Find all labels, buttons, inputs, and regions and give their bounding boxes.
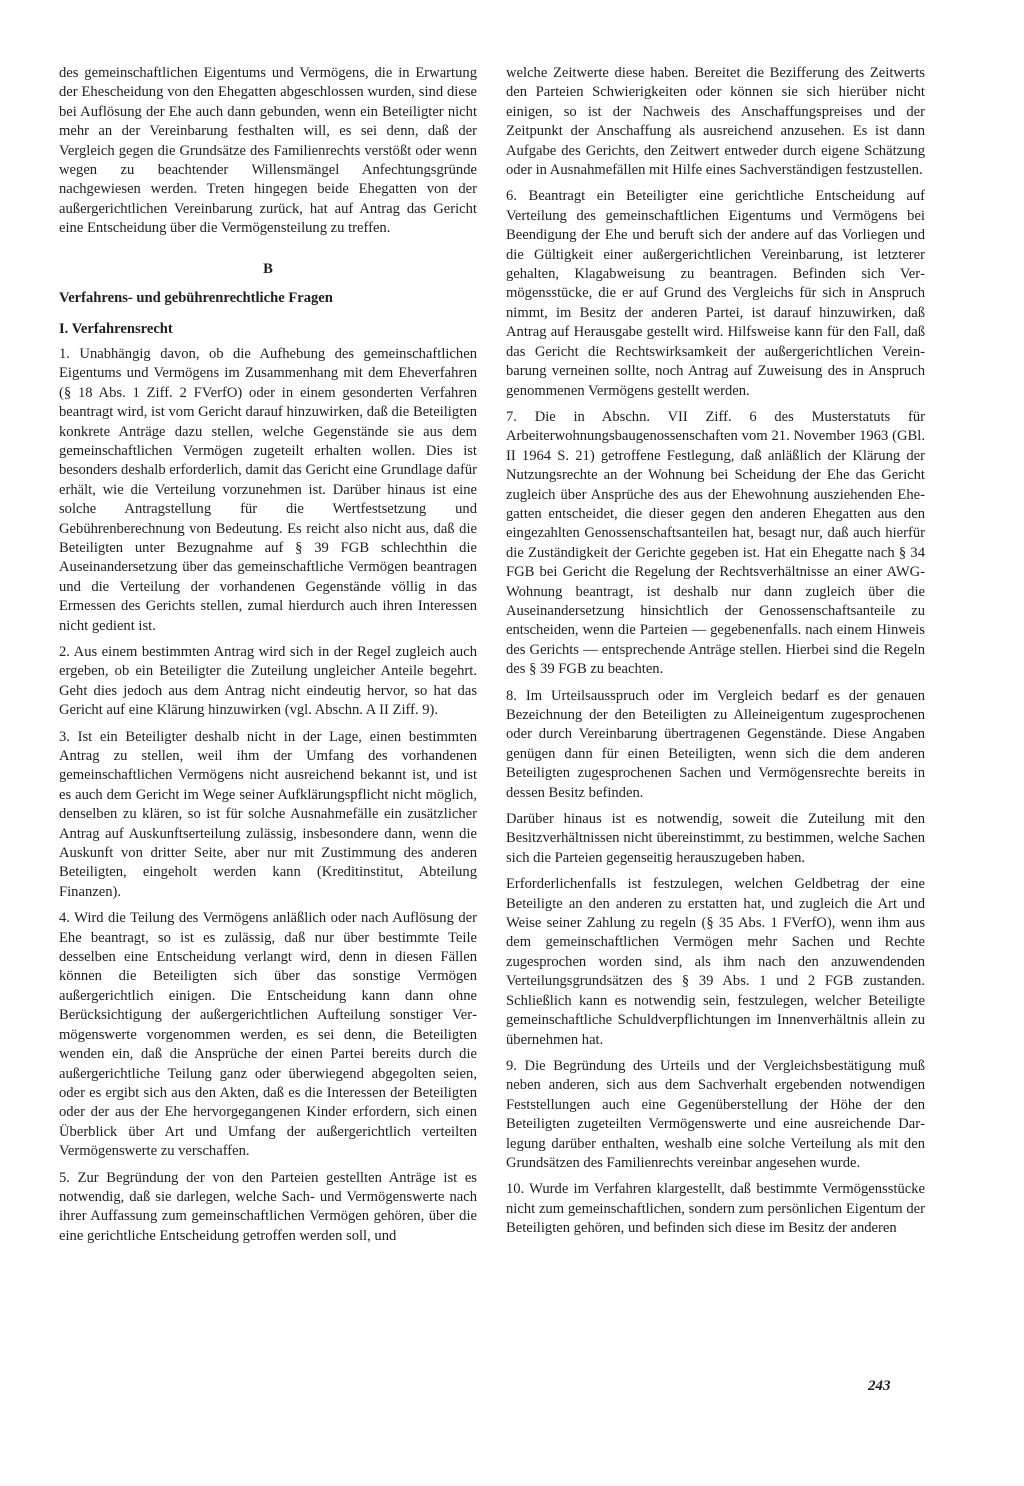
section-title: Verfahrens- und gebührenrechtliche Fragen (59, 290, 333, 307)
paragraph-5-continued: welche Zeitwerte diese haben. Bereitet die Bezifferung des Zeitwerts den Parteien Schwierigkeiten oder können sie sich hierüber nicht einigen, so ist der Nachweis des Anschaffungspreises und der Zeitpunkt der Anschaffung als ausreichend anzusehen. Es ist dann Aufgabe des Gerichts, den Zeitwert entweder durch eigene Schätzung oder in Ausnahmefällen mit Hilfe eines Sachverständigen festzustellen. (506, 65, 925, 179)
paragraph-8: 8. Im Urteilsausspruch oder im Vergleich bedarf es der genauen Bezeichnung der den Beteiligten zu Alleineigentum zugesprochenen oder durch Vereinbarung übertragenen Gegenstände. Diese Angaben genügen dann für einen Beteiligten, wenn sich die dem anderen Beteiligten zugesprochenen Sachen und Vermögensrechte bereits in dessen Besitz befinden. (506, 687, 925, 801)
paragraph-7: 7. Die in Abschn. VII Ziff. 6 des Musterstatuts für Arbeiterwohnungsbaugenossenschaften vom 21. November 1963 (GBl. II 1964 S. 21) getroffene Festlegung, daß anläßlich der Klärung der Nutzungsrechte an der Wohnung bei Scheidung der Ehe das Gericht zugleich über Ansprüche des aus der Ehewohnung ausziehenden Ehegatten entscheidet, die dieser gegen den anderen Ehegatten aus den eingezahlten Genossenschaftsanteilen hat, besagt nur, daß auch hierfür die Zuständigkeit der Gerichte gegeben ist. Hat ein Ehegatte nach § 34 FGB bei Gericht die Regelung der Rechtsverhältnisse an einer AWG-Wohnung beantragt, ist deshalb nur dann zugleich über die Auseinandersetzung hinsichtlich der Genossenschaftsanteile zu entscheiden, wenn die Parteien — gegebenenfalls. nach einem Hinweis des Gerichts — entsprechende Anträge stellen. Hierbei sind die Regeln des § 39 FGB zu beachten. (506, 408, 925, 678)
paragraph-9: 9. Die Begründung des Urteils und der Vergleichsbestätigung muß neben anderen, sich aus dem Sachverhalt ergebenden notwendigen Feststellungen auch eine Gegenüberstellung der Höhe der den Beteiligten zugeteilten Vermögenswerte und eine ausreichende Darlegung darüber enthalten, weshalb eine solche Verteilung als mit den Grundsätzen des Familienrechts vereinbar angesehen wurde. (506, 1057, 925, 1171)
paragraph-3: 3. Ist ein Beteiligter deshalb nicht in der Lage, einen bestimmten Antrag zu stellen, weil ihm der Umfang des vorhandenen gemeinschaftlichen Vermögens nicht ausreichend bekannt ist, und ist es auch dem Gericht im Wege seiner Aufklärungspflicht nicht möglich, denselben zu klären, so ist für solche Ausnahmefälle ein zusätzlicher Antrag auf Auskunftserteilung zulässig, insbesondere dann, wenn die Auskunft von dritter Seite, aber nur mit Zustimmung des anderen Beteiligten, eingeholt werden kann (Kreditinstitut, Abteilung Finanzen). (59, 728, 477, 900)
paragraph-2: 2. Aus einem bestimmten Antrag wird sich in der Regel zugleich auch ergeben, ob ein Beteiligter die Zuteilung ungleicher Anteile begehrt. Geht dies jedoch aus dem Antrag nicht eindeutig hervor, so hat das Gericht auf eine Klärung hinzuwirken (vgl. Abschn. A II Ziff. 9). (59, 643, 477, 719)
paragraph-5: 5. Zur Begründung der von den Parteien gestellten Anträge ist es notwendig, daß sie darlegen, welche Sach- und Vermögenswerte nach ihrer Auffassung zum gemeinschaftlichen Vermögen gehören, über die eine gerichtliche Entscheidung getroffen werden soll, und (59, 1169, 477, 1244)
left-column (59, 64, 477, 1246)
section-letter: B (263, 260, 273, 277)
paragraph-8-continued-b: Erforderlichenfalls ist festzulegen, welchen Geldbetrag der eine Beteiligte an den anderen zu erstatten hat, und zugleich die Art und Weise seiner Zahlung zu regeln (§ 35 Abs. 1 FVerfO), wenn ihm aus dem gemeinschaftlichen Vermögen mehr Sachen und Rechte zugesprochen worden sind, als ihm nach den anzuwendenden Verteilungsgrundsätzen des § 39 Abs. 1 und 2 FGB zustanden. Schließlich kann es notwendig sein, festzulegen, welcher Beteiligte gemeinschaftliche Schuldverpflichtungen im Innenverhältnis allein zu übernehmen hat. (506, 876, 925, 1048)
paragraph-4: 4. Wird die Teilung des Vermögens anläßlich oder nach Auflösung der Ehe beantragt, so ist es zulässig, daß nur über bestimmte Teile desselben eine Entscheidung verlangt wird, denn in diesen Fällen können die Beteiligten sich über das sonstige Vermögen außergerichtlich einigen. Die Entscheidung kann dann ohne Berücksichtigung der außergerichtlichen Aufteilung sonstiger Vermögenswerte vorgenommen werden, es sei denn, die Beteiligten wenden ein, daß die Ansprüche der einen Partei bereits durch die außergerichtliche Teilung ganz oder überwiegend abgegolten seien, oder es ergibt sich aus den Akten, daß es die Interessen der Beteiligten oder der aus der Ehe hervorgegangenen Kinder erfordern, sich einen Überblick über Art und Umfang der außergerichtlich verteilten Vermögenswerte zu verschaffen. (59, 910, 477, 1160)
paragraph-6: 6. Beantragt ein Beteiligter eine gerichtliche Entscheidung auf Verteilung des gemeinschaftlichen Eigentums und Vermögens bei Beendigung der Ehe und beruft sich der andere auf das Vorliegen und die Gültigkeit einer außergerichtlichen Vereinbarung, ist letzterer gehalten, Klagabweisung zu beantragen. Befinden sich Vermögensstücke, die er auf Grund des Vergleichs für sich in Anspruch nimmt, im Besitz der anderen Partei, ist darauf hinzuwirken, daß Antrag auf Herausgabe gestellt wird. Hilfsweise kann für den Fall, daß das Gericht die Rechtswirksamkeit der außergerichtlichen Vereinbarung verneinen sollte, noch Antrag auf Zuweisung des in Anspruch genommenen Vermögens gestellt werden. (506, 188, 925, 399)
paragraph-8-continued-a: Darüber hinaus ist es notwendig, soweit die Zuteilung mit den Besitzverhältnissen nicht übereinstimmt, zu bestimmen, welche Sachen sich die Parteien gegenseitig herauszugeben haben. (506, 811, 925, 866)
subsection-title: I. Verfahrensrecht (59, 321, 173, 338)
paragraph-10: 10. Wurde im Verfahren klargestellt, daß bestimmte Vermögensstücke nicht zum gemeinschaftlichen, sondern zum persönlichen Eigentum der Beteiligten gehören, und befinden sich diese im Besitz der anderen (506, 1181, 925, 1237)
paragraph-1: 1. Unabhängig davon, ob die Aufhebung des gemeinschaftlichen Eigentums und Vermögens im Zusammenhang mit dem Eheverfahren (§ 18 Abs. 1 Ziff. 2 FVerfO) oder in einem gesonderten Verfahren beantragt wird, ist vom Gericht darauf hinzuwirken, daß die Beteiligten konkrete Anträge dazu stellen, welche Gegenstände sie aus dem gemeinschaftlichen Vermögen zugeteilt erhalten wollen. Dies ist besonders deshalb erforderlich, damit das Gericht eine Grundlage dafür erhält, wie die Verteilung vorzunehmen ist. Darüber hinaus ist eine solche Antragstellung für die Wertfestsetzung und Gebührenberechnung von Bedeutung. Es reicht also nicht aus, daß die Beteiligten unter Bezugnahme auf § 39 FGB schlechthin die Auseinandersetzung über das gemeinschaftliche Vermögen beantragen und die Verteilung der vorhandenen Gegenstände völlig in das Ermessen des Gerichts stellen, zumal hierdurch auch ihren Interessen nicht gedient ist. (59, 345, 477, 634)
intro-paragraph: des gemeinschaftlichen Eigentums und Vermögens, die in Erwartung der Ehescheidung von den Ehegatten abgeschlossen wurden, sind diese bei Auflösung der Ehe auch dann gebunden, wenn ein Beteiligter nicht mehr an der Vereinbarung festhalten will, es sei denn, daß der Vergleich gegen die Grundsätze des Familienrechts verstößt oder wenn wegen zu beachtender Willensmängel Anfechtungsgründe nachgewiesen werden. Treten hingegen beide Ehegatten von der außergerichtlichen Vereinbarung zurück, hat auf Antrag das Gericht eine Entscheidung über die Vermögensteilung zu treffen. (59, 65, 477, 237)
right-column (506, 64, 925, 1239)
page-number: 243 (868, 1378, 891, 1394)
